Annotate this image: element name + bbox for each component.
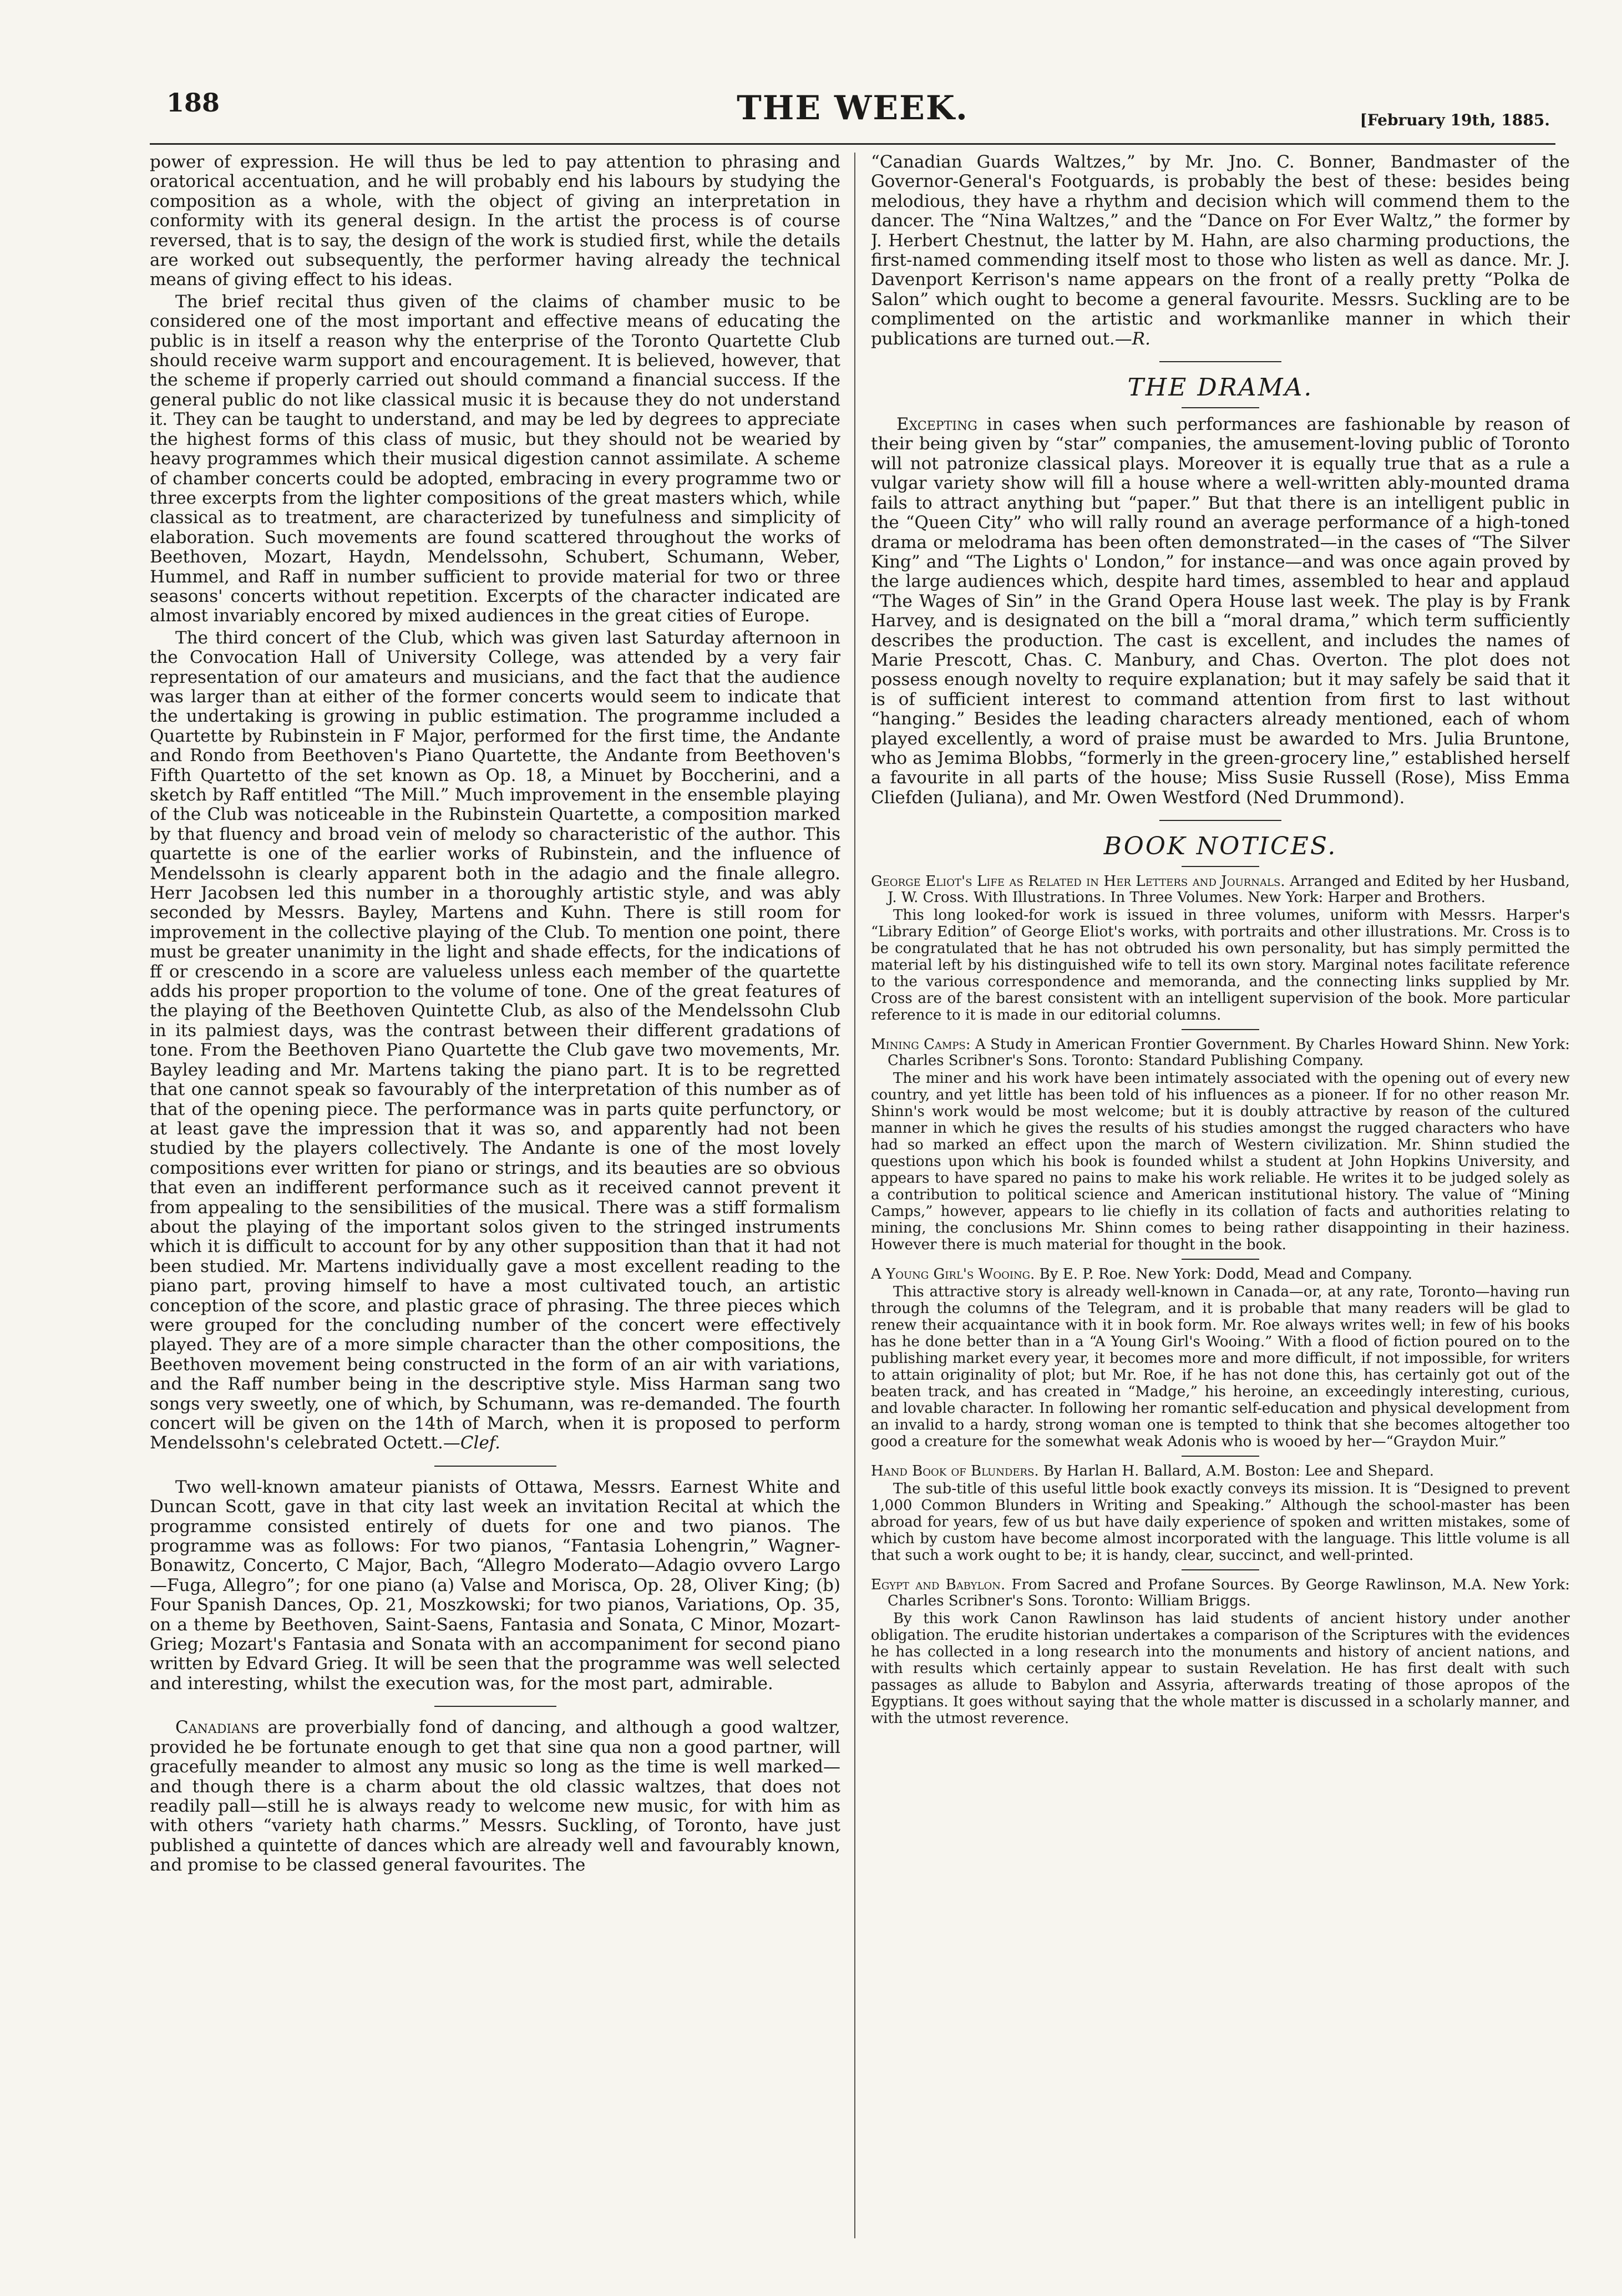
signature-r: —R. [1114,328,1150,349]
music-paragraph-3 [150,629,840,1453]
book-notice-header [871,874,1570,906]
issue-date: [February 19th, 1885. [1360,111,1550,129]
book-imprint: Arranged and Edited by her Husband, J. W. Cross. With Illustrations. In Three Volumes. New York: Harper and Brothers. [888,873,1570,906]
book-imprint: By Harlan H. Ballard, A.M. Boston: Lee and Shepard. [1043,1463,1435,1480]
book-notice-body: The miner and his work have been intimately associated with the opening out of every new country, and yet little has been told of his influences as a pioneer. If for no other reason Mr. Shinn's work would be most welcome; but it is doubly attractive by reason of the cultured manner in which he gives the results of his studies amongst the rugged characters who have had so marked an effect upon the march of Western civilization. Mr. Shinn studied the questions upon which his book is founded whilst a student at John Hopkins University, and appears to have spared no pains to make his work reliable. He writes it to be judged solely as a contribution to political science and American institutional history. The value of “Mining Camps,” however, appears to lie chiefly in its collation of facts and authorities relating to mining, the conclusions Mr. Shinn comes to being rather disappointing in their haziness. However there is much material for thought in the book. [871,1070,1570,1254]
book-notice-body: This attractive story is already well-known in Canada—or, at any rate, Toronto—having run through the columns of the Telegram, and it is probable that many readers will be glad to renew their acquaintance with it in book form. Mr. Roe always writes well; in few of his books has he done better than in a “A Young Girl's Wooing.” With a flood of fiction poured on to the publishing market every year, it becomes more and more difficult, if not impossible, for writers to attain originality of plot; but Mr. Roe, if he has not done this, has certainly got out of the beaten track, and has created in “Madge,” his heroine, an exceedingly interesting, curious, and lovable character. In following her romantic self-education and physical development from an invalid to a hardy, strong woman one is tempted to think that she becomes altogether too good a creature for the somewhat weak Adonis who is wooed by her—“Graydon Muir.” [871,1284,1570,1451]
signature-clef: —Clef. [443,1433,501,1453]
notice-separator [1182,1456,1259,1457]
drama-paragraph [871,415,1570,808]
book-notice-body: The sub-title of this useful little book exactly conveys its mission. It is “Designed to prevent 1,000 Common Blunders in Writing and Speaking.” Although the school-master has been abroad for years, few of us but have daily experience of spoken and written mistakes, some of which by custom have become almost incorporated with the language. This little volume is all that such a work ought to be; it is handy, clear, succinct, and well-printed. [871,1481,1570,1564]
book-title: Egypt and Babylon. [871,1577,1006,1594]
book-title: A Young Girl's Wooing. [871,1266,1035,1283]
section-separator [1159,361,1281,362]
lead-word: Canadians [175,1717,260,1738]
right-column [871,153,1570,2294]
concert-review-text: The third concert of the Club, which was given last Saturday afternoon in the Convocation Hall of University College, was attended by a very fair representation of our amateurs and musicians, and the fact that the audience was larger than at either of the former concerts would seem to indicate that the undertaking is growing in public estimation. The programme included a Quartette by Rubinstein in F Major, performed for the first time, the Andante and Rondo from Beethoven's Piano Quartette, the Andante from Beethoven's Fifth Quartetto of the set known as Op. 18, a Minuet by Boccherini, and a sketch by Raff entitled “The Mill.” Much improvement in the ensemble playing of the Club was noticeable in the Rubinstein Quartette, a composition marked by that fluency and broad vein of melody so characteristic of the author. This quartette is one of the earlier works of Rubinstein, and the influence of Mendelssohn is clearly apparent both in the adagio and the finale allegro. Herr Jacobsen led this number in a thoroughly artistic style, and was ably seconded by Messrs. Bayley, Martens and Kuhn. There is still room for improvement in the collective playing of the Club. To mention one point, there must be greater unanimity in the light and shade effects, for the indications of ff or crescendo in a score are valueless unless each member of the quartette adds his proper proportion to the volume of tone. One of the great features of the playing of the Beethoven Quintette Club, as also of the Mendelssohn Club in its palmiest days, was the contrast between their different gradations of tone. From the Beethoven Piano Quartette the Club gave two movements, Mr. Bayley leading and Mr. Martens taking the piano part. It is to be regretted that one cannot speak so favourably of the interpretation of this number as of that of the opening piece. The performance was in parts quite perfunctory, or at least gave the impression that it was so, and apparently had not been studied by the players collectively. The Andante is one of the most lovely compositions ever written for piano or strings, and its beauties are so obvious that even an indifferent performance such as it received cannot prevent it from appealing to the sensibilities of the musical. There was a stiff formalism about the playing of the important solos given to the stringed instruments which it is difficult to account for by any other supposition than that it had not been studied. Mr. Martens individually gave a most excellent reading to the piano part, proving himself to have a most cultivated touch, an artistic conception of the score, and plastic grace of phrasing. The three pieces which were grouped for the concluding number of the concert were effectively played. They are of a more simple character than the other compositions, the Beethoven movement being constructed in the form of an air with variations, and the Raff number being in the descriptive style. Miss Harman sang two songs very sweetly, one of which, by Schumann, was re-demanded. The fourth concert will be given on the 14th of March, when it is proposed to perform Mendelssohn's celebrated Octett. [150,627,840,1453]
section-separator [434,1466,556,1467]
book-notice-header [871,1266,1570,1283]
section-separator [1159,820,1281,821]
notice-separator [1182,1569,1259,1570]
book-notice-header [871,1577,1570,1609]
heading-rule [1182,866,1259,867]
section-separator [434,1706,556,1707]
book-notice-body: By this work Canon Rawlinson has laid students of ancient history under another obligation. The erudite historian undertakes a comparison of the Scriptures with the evidences he has collected in a long research into the monuments and history of ancient nations, and with results which certainly appear to sustain Revelation. He has first dealt with such passages as allude to Babylon and Assyria, afterwards treating of those apropos of the Egyptians. It goes without saying that the whole matter is discussed in a scholarly manner, and with the utmost reverence. [871,1610,1570,1727]
page-header [150,83,1555,144]
heading-rule [1182,407,1259,408]
dance-music-paragraph [150,1718,840,1875]
book-notice-header [871,1463,1570,1479]
book-title: Mining Camps: [871,1036,971,1053]
waltzes-text: “Canadian Guards Waltzes,” by Mr. Jno. C. Bonner, Bandmaster of the Governor-General's Footguards, is probably the best of these: besides being melodious, they have a rhythm and decision which will commend them to the dancer. The “Nina Waltzes,” and the “Dance on For Ever Waltz,” the former by J. Herbert Chestnut, the latter by M. Hahn, are also charming productions, the first-named commending itself most to those who listen as well as dance. Mr. J. Davenport Kerrison's name appears on the front of a really pretty “Polka de Salon” which ought to become a general favourite. Messrs. Suckling are to be complimented on the artistic and workmanlike manner in which their publications are turned out. [871,153,1570,349]
column-divider [854,153,855,2238]
music-paragraph-1: power of expression. He will thus be led to pay attention to phrasing and oratorical accentuation, and he will probably end his labours by studying the composition as a whole, with the object of giving an interpretation in conformity with its general design. In the artist the process is of course reversed, that is to say, the design of the work is studied first, while the details are worked out subsequently, the performer having already the technical means of giving effect to his ideas. [150,153,840,290]
book-notice-header [871,1037,1570,1069]
drama-text: in cases when such performances are fashionable by reason of their being given by “star” companies, the amusement-loving public of Toronto will not patronize classical plays. Moreover it is equally true that as a rule a vulgar variety show will fill a house where a well-written ably-mounted drama fails to attract anything but “paper.” But that there is an intelligent public in the “Queen City” who will rally round an average performance of a high-toned drama or melodrama has been often demonstrated—in the cases of “The Silver King” and “The Lights o' London,” for instance—and was once again proved by the large audiences which, despite hard times, assembled to hear and applaud “The Wages of Sin” in the Grand Opera House last week. The play is by Frank Harvey, and is designated on the bill a “moral drama,” which term sufficiently describes the production. The cast is excellent, and includes the names of Marie Prescott, Chas. C. Manbury, and Chas. Overton. The plot does not possess enough novelty to require explanation; but it may safely be said that it is of sufficient interest to command attention from first to last without “hanging.” Besides the leading characters already mentioned, each of whom played excellently, a word of praise must be awarded to Mrs. Julia Bruntone, who as Jemima Blobbs, “formerly in the green-grocery line,” established herself a favourite in all parts of the house; Miss Susie Russell (Rose), Miss Emma Cliefden (Juliana), and Mr. Owen Westford (Ned Drummond). [871,414,1570,808]
waltzes-paragraph [871,153,1570,349]
book-imprint: From Sacred and Profane Sources. By George Rawlinson, M.A. New York: Charles Scribner's Sons. Toronto: William Briggs. [888,1577,1570,1610]
book-notice-body: This long looked-for work is issued in three volumes, uniform with Messrs. Harper's “Library Edition” of George Eliot's works, with portraits and other illustrations. Mr. Cross is to be congratulated that he has not obtruded his own personality, but has simply permitted the material left by his distinguished wife to tell its own story. Marginal notes facilitate reference to the various correspondence and memoranda, and the connecting links supplied by Mr. Cross are of the barest consistent with an intelligent supervision of the book. More particular reference to it is made in our editorial columns. [871,907,1570,1024]
dance-music-text: are proverbially fond of dancing, and although a good waltzer, provided he be fortunate enough to get that sine qua non a good partner, will gracefully meander to almost any music so long as the time is well marked—and though there is a charm about the old classic waltzes, that does not readily pall—still he is always ready to welcome new music, for with him as with others “variety hath charms.” Messrs. Suckling, of Toronto, have just published a quintette of dances which are already well and favourably known, and promise to be classed general favourites. The [150,1717,840,1876]
header-rule [150,143,1555,145]
ottawa-recital-paragraph: Two well-known amateur pianists of Ottawa, Messrs. Earnest White and Duncan Scott, gave in that city last week an invitation Recital at which the programme consisted entirely of duets for one and two pianos. The programme was as follows: For two pianos, “Fantasia Lohengrin,” Wagner-Bonawitz, Concerto, C Major, Bach, “Allegro Moderato—Adagio ovvero Largo—Fuga, Allegro”; for one piano (a) Valse and Morisca, Op. 28, Oliver King; (b) Four Spanish Dances, Op. 21, Moszkowski; for two pianos, Variations, Op. 35, on a theme by Beethoven, Saint-Saens, Fantasia and Sonata, C Minor, Mozart-Grieg; Mozart's Fantasia and Sonata with an accompaniment for second piano written by Edvard Grieg. It will be seen that the programme was well selected and interesting, whilst the execution was, for the most part, admirable. [150,1477,840,1694]
drama-heading: THE DRAMA. [1127,373,1314,402]
lead-word: Excepting [896,414,977,435]
book-notices-heading: BOOK NOTICES. [1103,832,1337,861]
masthead: THE WEEK. [737,89,969,128]
music-paragraph-2: The brief recital thus given of the claims of chamber music to be considered one of the most important and effective means of educating the public is in itself a reason why the enterprise of the Toronto Quartette Club should receive warm support and encouragement. It is believed, however, that the scheme if properly carried out should command a financial success. If the general public do not like classical music it is because they do not understand it. They can be taught to understand, and may be led by degrees to appreciate the highest forms of this class of music, but they should not be wearied by heavy programmes which their musical digestion cannot assimilate. A scheme of chamber concerts could be adopted, embracing in every programme two or three excerpts from the lighter compositions of the great masters which, while classical as to treatment, are characterized by tunefulness and simplicity of elaboration. Such movements are found scattered throughout the works of Beethoven, Mozart, Haydn, Mendelssohn, Schubert, Schumann, Weber, Hummel, and Raff in number sufficient to provide material for two or three seasons' concerts without repetition. Excerpts of the character indicated are almost invariably encored by mixed audiences in the great cities of Europe. [150,291,840,626]
notice-separator [1182,1259,1259,1260]
book-imprint: A Study in American Frontier Government. By Charles Howard Shinn. New York: Charles Scribner's Sons. Toronto: Standard Publishing Company. [888,1036,1570,1070]
notice-separator [1182,1029,1259,1030]
book-imprint: By E. P. Roe. New York: Dodd, Mead and Company. [1039,1266,1413,1283]
book-title: George Eliot's Life as Related in Her Letters and Journals. [871,873,1285,890]
book-title: Hand Book of Blunders. [871,1463,1039,1480]
page-number: 188 [166,88,220,118]
left-column [150,153,840,2294]
